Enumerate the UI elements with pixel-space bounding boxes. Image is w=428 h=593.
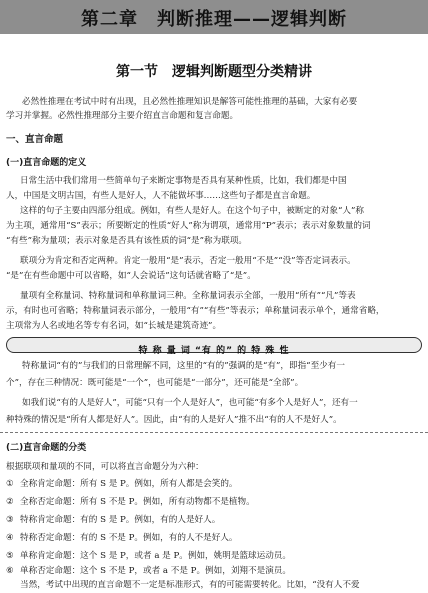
intro-line: 必然性推理在考试中时有出现，且必然性推理知识是解答可能性推理的基础，大家有必要	[22, 97, 358, 107]
intro-line: 学习并掌握。必然性推理部分主要介绍直言命题和复言命题。	[6, 111, 239, 121]
classification-intro: 根据联项和量项的不同，可以将直言命题分为六种：	[6, 462, 204, 472]
definition-line: 联项分为肯定和否定两种。肯定一般用“是”表示，否定一般用“不是”“没”等否定词表示。	[20, 256, 356, 266]
list-text: 特称肯定命题：有的 S 是 P。例如，有的人是好人。	[20, 515, 221, 525]
note-title: 特 称 量 词 “有 的” 的 特 殊 性	[138, 346, 290, 356]
note-line: 如我们说“有的人是好人”，可能“只有一个人是好人”，也可能“有多个人是好人”，还有一	[22, 398, 358, 408]
list-number: ⑥	[6, 566, 14, 576]
definition-line: 为主项，通常用“S”表示；所要断定的性质“好人”称为谓项，通常用“P”表示；表示对象数量的词	[6, 221, 371, 231]
list-number: ③	[6, 515, 14, 525]
heading-direct-proposition: 一、直言命题	[6, 134, 64, 145]
list-text: 全称否定命题：所有 S 不是 P。例如，所有动物都不是植物。	[20, 497, 255, 507]
definition-line: 日常生活中我们常用一些简单句子来断定事物是否具有某种性质，比如，我们都是中国	[20, 176, 347, 186]
note-box-title	[6, 337, 422, 356]
note-line: 特称量词“有的”与我们的日常理解不同，这里的“有的”强调的是“有”，即指“至少有一	[22, 361, 345, 371]
chapter-banner	[0, 0, 428, 34]
definition-line: 人，中国是文明古国，有些人是好人，人不能做坏事……这些句子都是直言命题。	[6, 191, 316, 201]
list-item	[6, 497, 255, 508]
list-text: 全称肯定命题：所有 S 是 P。例如，所有人都是会笑的。	[20, 479, 238, 489]
subheading-classification: (二)直言命题的分类	[6, 443, 87, 453]
list-text: 单称肯定命题：这个 S 是 P，或者 a 是 P。例如，姚明是篮球运动员。	[20, 551, 291, 561]
list-number: ④	[6, 533, 14, 543]
list-number: ⑤	[6, 551, 14, 561]
note-line: 种特殊的情况是“所有人都是好人”。因此，由“有的人是好人”推不出“有的人不是好人”。	[6, 415, 342, 425]
list-item	[6, 533, 238, 544]
definition-line: “是”在有些命题中可以省略，如“人会说话”这句话就省略了“是”。	[6, 271, 256, 281]
definition-line: 量项有全称量词、特称量词和单称量词三种。全称量词表示全部，一般用“所有”“凡”等表	[20, 291, 356, 301]
definition-line: 示，有时也可省略；特称量词表示部分，一般用“有”“有些”等表示；单称量词表示单个，通常省略，	[6, 306, 385, 316]
list-item	[6, 551, 291, 562]
section-title: 第一节 逻辑判断题型分类精讲	[116, 64, 312, 80]
definition-line: 主项常为人名或地名等专有名词，如“长城是建筑奇迹”。	[6, 321, 222, 331]
list-item	[6, 515, 220, 526]
list-text: 特称否定命题：有的 S 不是 P。例如，有的人不是好人。	[20, 533, 238, 543]
definition-line: “有些”称为量项；表示对象是否具有该性质的词“是”称为联项。	[6, 236, 248, 246]
list-item	[6, 566, 291, 577]
list-text: 单称否定命题：这个 S 不是 P，或者 a 不是 P。例如，刘翔不是演员。	[20, 566, 291, 576]
closing-line: 当然，考试中出现的直言命题不一定是标准形式，有的可能需要转化。比如，“没有人不爱	[20, 580, 360, 590]
definition-line: 这样的句子主要由四部分组成。例如，有些人是好人。在这个句子中，被断定的对象“人”称	[20, 206, 364, 216]
list-number: ②	[6, 497, 14, 507]
note-line: 个”，存在三种情况：既可能是“一个”，也可能是“一部分”，还可能是“全部”。	[6, 378, 304, 388]
note-bottom-divider	[0, 432, 428, 433]
list-item	[6, 479, 238, 490]
chapter-title: 第二章 判断推理——逻辑判断	[81, 9, 347, 30]
list-number: ①	[6, 479, 14, 489]
subheading-definition: (一)直言命题的定义	[6, 158, 87, 168]
